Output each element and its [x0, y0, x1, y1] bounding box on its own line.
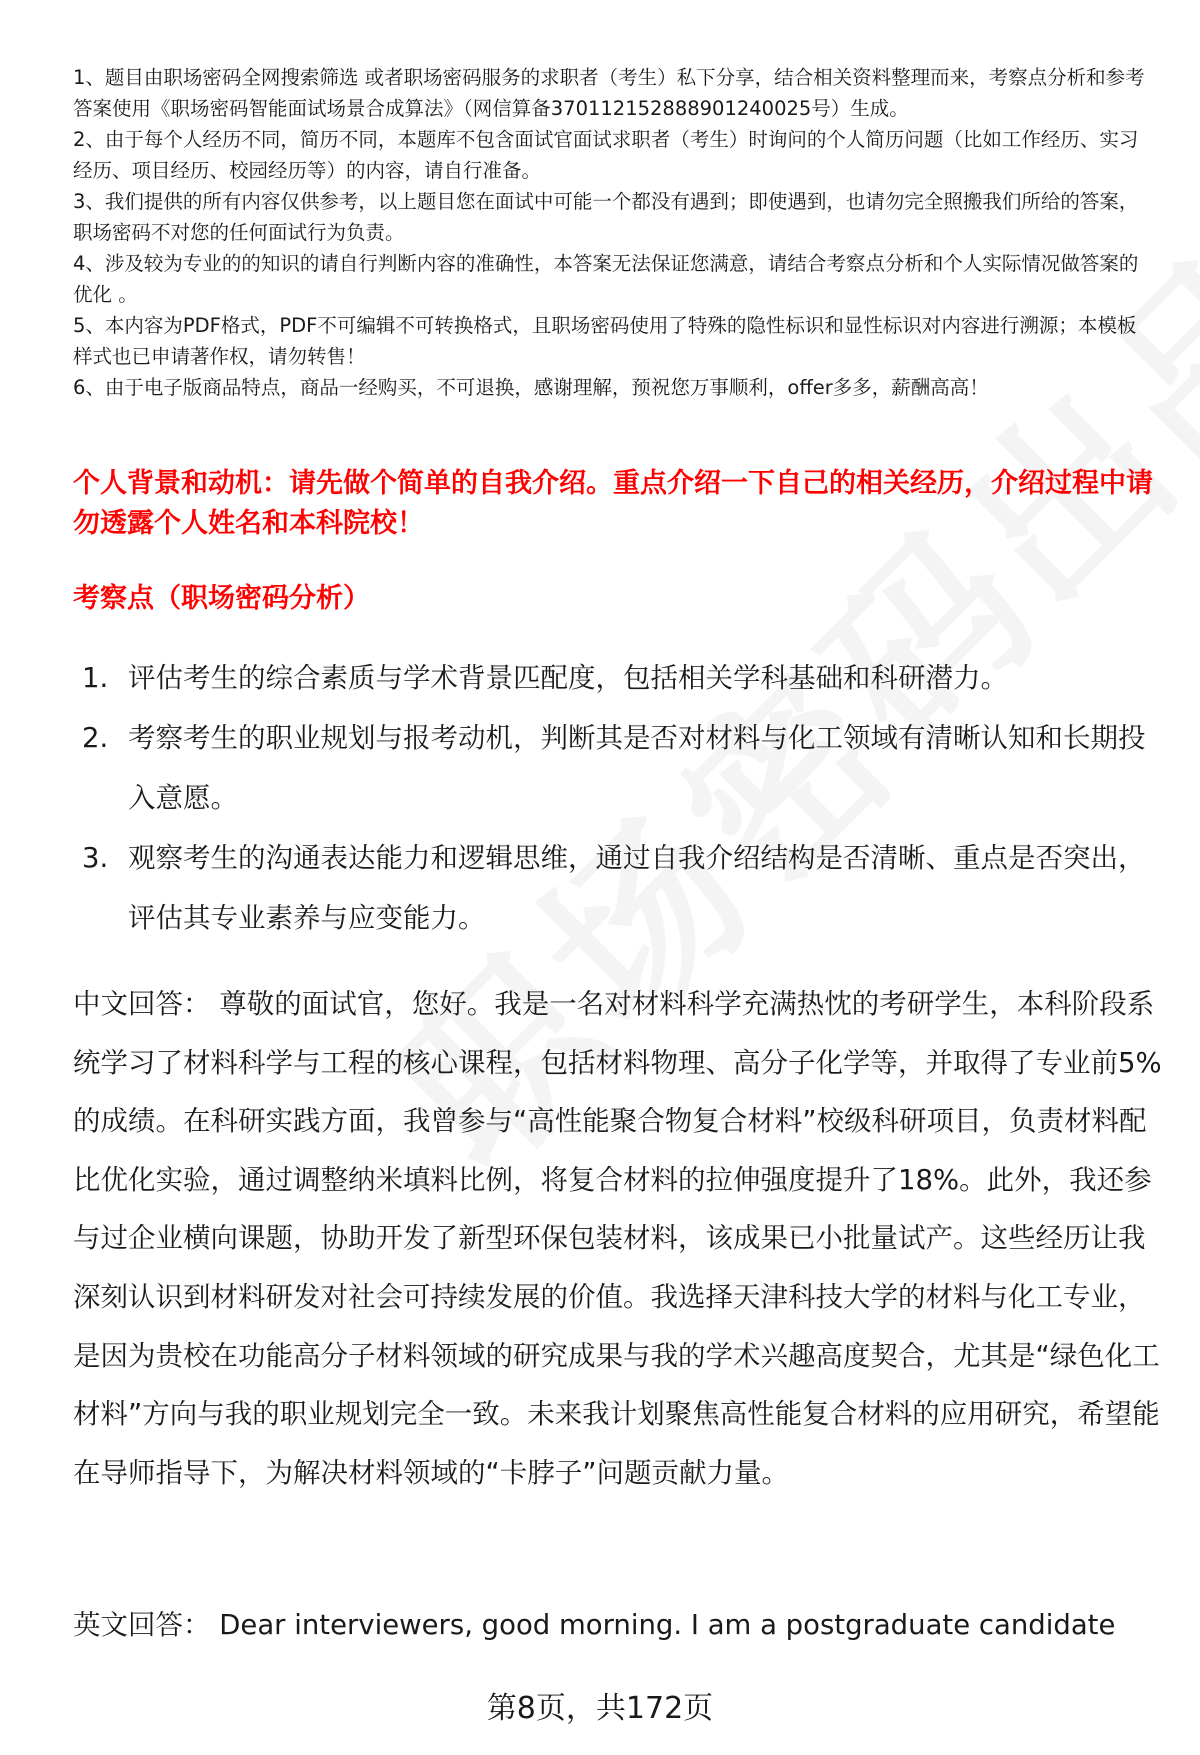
notice-block	[73, 62, 1153, 403]
list-text: 评估考生的综合素质与学术背景匹配度，包括相关学科基础和科研潜力。	[128, 662, 1008, 694]
section-title: 考察点（职场密码分析）	[73, 583, 370, 614]
interview-question: 个人背景和动机：请先做个简单的自我介绍。重点介绍一下自己的相关经历，介绍过程中请勿透露个人姓名和本科院校！	[73, 468, 1153, 539]
list-item	[82, 828, 1162, 948]
list-item	[82, 708, 1162, 828]
english-answer: 英文回答： Dear interviewers, good morning. I am a postgraduate candidate	[73, 1609, 1116, 1641]
notice-item: 1、题目由职场密码全网搜索筛选 或者职场密码服务的求职者（考生）私下分享，结合相关资料整理而来，考察点分析和参考答案使用《职场密码智能面试场景合成算法》（网信算备370112152888901240025号）生成。	[73, 66, 1145, 120]
notice-item: 4、涉及较为专业的的知识的请自行判断内容的准确性，本答案无法保证您满意，请结合考察点分析和个人实际情况做答案的优化 。	[73, 252, 1139, 306]
list-number: 1.	[82, 662, 109, 694]
list-number: 3.	[82, 842, 109, 874]
list-text: 考察考生的职业规划与报考动机，判断其是否对材料与化工领域有清晰认知和长期投入意愿。	[128, 722, 1146, 814]
notice-item: 5、本内容为PDF格式，PDF不可编辑不可转换格式，且职场密码使用了特殊的隐性标识和显性标识对内容进行溯源；本模板样式也已申请著作权，请勿转售！	[73, 314, 1137, 368]
list-text: 观察考生的沟通表达能力和逻辑思维，通过自我介绍结构是否清晰、重点是否突出，评估其专业素养与应变能力。	[128, 842, 1146, 934]
chinese-answer: 中文回答： 尊敬的面试官，您好。我是一名对材料科学充满热忱的考研学生，本科阶段系统学习了材料科学与工程的核心课程，包括材料物理、高分子化学等，并取得了专业前5%的成绩。在科研实践方面，我曾参与“高性能聚合物复合材料”校级科研项目，负责材料配比优化实验，通过调整纳米填料比例，将复合材料的拉伸强度提升了18%。此外，我还参与过企业横向课题，协助开发了新型环保包装材料，该成果已小批量试产。这些经历让我深刻认识到材料研发对社会可持续发展的价值。我选择天津科技大学的材料与化工专业，是因为贵校在功能高分子材料领域的研究成果与我的学术兴趣高度契合，尤其是“绿色化工材料”方向与我的职业规划完全一致。未来我计划聚焦高性能复合材料的应用研究，希望能在导师指导下，为解决材料领域的“卡脖子”问题贡献力量。	[73, 988, 1162, 1489]
list-number: 2.	[82, 722, 109, 754]
list-item	[82, 648, 1162, 708]
assessment-points	[82, 648, 1162, 948]
page-number: 第8页，共172页	[486, 1691, 714, 1726]
notice-item: 3、我们提供的所有内容仅供参考，以上题目您在面试中可能一个都没有遇到；即使遇到，也请勿完全照搬我们所给的答案，职场密码不对您的任何面试行为负责。	[73, 190, 1139, 244]
notice-item: 6、由于电子版商品特点，商品一经购买，不可退换，感谢理解，预祝您万事顺利，offer多多，薪酬高高！	[73, 376, 989, 399]
notice-item: 2、由于每个人经历不同，简历不同，本题库不包含面试官面试求职者（考生）时询问的个人简历问题（比如工作经历、实习经历、项目经历、校园经历等）的内容，请自行准备。	[73, 128, 1139, 182]
